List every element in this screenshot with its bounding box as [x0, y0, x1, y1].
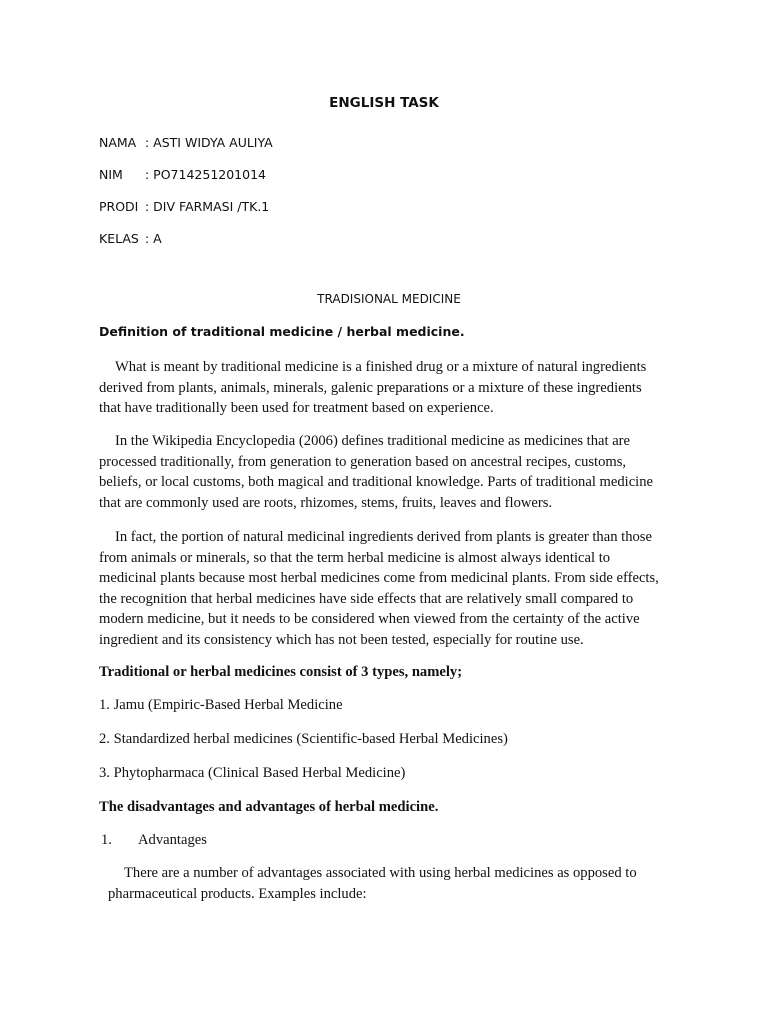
type-item-3: 3. Phytopharmaca (Clinical Based Herbal Medicine): [99, 765, 406, 781]
paragraph-line: medicinal plants because most herbal medicines come from medicinal plants. From side effects,: [99, 570, 659, 586]
type-item-1: 1. Jamu (Empiric-Based Herbal Medicine: [99, 697, 343, 713]
paragraph-line: modern medicine, but it needs to be considered when viewed from the certainty of the active: [99, 611, 640, 627]
paragraph-line: What is meant by traditional medicine is a finished drug or a mixture of natural ingredients: [115, 359, 647, 375]
paragraph-line: from animals or minerals, so that the term herbal medicine is almost always identical to: [99, 549, 611, 566]
advantages-paragraph: [108, 863, 668, 904]
paragraph-line: ingredient and its consistency which has not been tested, especially for routine use.: [99, 631, 584, 648]
advantages-label: Advantages: [138, 832, 207, 848]
paragraph-2: [99, 431, 659, 513]
meta-label: NAMA: [99, 135, 137, 150]
definition-heading: Definition of traditional medicine / herbal medicine.: [99, 324, 465, 339]
paragraph-line: processed traditionally, from generation to generation based on ancestral recipes, customs,: [99, 453, 627, 470]
meta-nim: [99, 167, 266, 182]
meta-value: : ASTI WIDYA AULIYA: [145, 135, 273, 150]
meta-kelas: [99, 231, 162, 246]
meta-nama: [99, 135, 273, 150]
meta-label: NIM: [99, 167, 123, 182]
type-item-2: 2. Standardized herbal medicines (Scientific-based Herbal Medicines): [99, 731, 508, 747]
meta-label: PRODI: [99, 199, 139, 214]
advantages-item: [99, 830, 207, 851]
meta-value: : DIV FARMASI /TK.1: [145, 199, 270, 214]
paragraph-line: In the Wikipedia Encyclopedia (2006) defines traditional medicine as medicines that are: [115, 433, 631, 449]
paragraph-line: pharmaceutical products. Examples include:: [108, 885, 367, 902]
advantages-number: 1.: [101, 832, 112, 848]
paragraph-line: that have traditionally been used for treatment based on experience.: [99, 400, 494, 416]
paragraph-line: that are commonly used are roots, rhizomes, stems, fruits, leaves and flowers.: [99, 494, 553, 511]
paragraph-1: [99, 357, 659, 419]
meta-label: KELAS: [99, 231, 139, 246]
paragraph-line: the recognition that herbal medicines have side effects that are relatively small compared to: [99, 590, 634, 607]
paragraph-line: beliefs, or local customs, both magical and traditional knowledge. Parts of traditional medicine: [99, 474, 654, 490]
paragraph-3: [99, 527, 659, 650]
disadvantages-heading: The disadvantages and advantages of herbal medicine.: [99, 799, 439, 815]
paragraph-line: derived from plants, animals, minerals, galenic preparations or a mixture of these ingredients: [99, 379, 642, 396]
paragraph-line: In fact, the portion of natural medicinal ingredients derived from plants is greater than those: [115, 529, 652, 545]
document-title: ENGLISH TASK: [329, 95, 439, 111]
section-title: TRADISIONAL MEDICINE: [317, 292, 461, 306]
meta-value: : A: [145, 231, 162, 246]
meta-prodi: [99, 199, 269, 214]
paragraph-line: There are a number of advantages associated with using herbal medicines as opposed to: [124, 865, 637, 881]
meta-value: : PO714251201014: [145, 167, 266, 182]
types-heading: Traditional or herbal medicines consist of 3 types, namely;: [99, 664, 463, 680]
